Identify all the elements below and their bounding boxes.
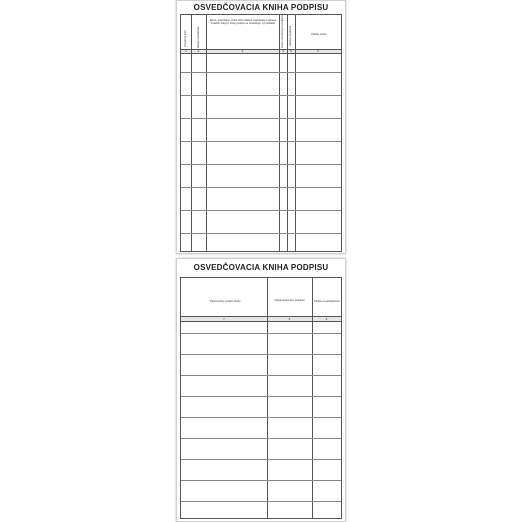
- register-table-bottom: [180, 277, 342, 519]
- register-page-top: [176, 0, 346, 254]
- row-line: [181, 501, 341, 502]
- row-line: [181, 459, 341, 460]
- column-number: 7: [223, 317, 225, 321]
- header-rule: [181, 53, 341, 54]
- column-number: 4: [282, 49, 284, 53]
- header-person-signature: Podpis osoby: [311, 33, 327, 36]
- column-number: 6: [317, 49, 319, 53]
- row-line: [181, 480, 341, 481]
- register-table-top: [180, 14, 342, 252]
- header-certification-date: Dátum osvedčenia: [197, 26, 200, 48]
- header-administrative-fee: Správny poplatok: [289, 25, 292, 46]
- header-certifier-signature: Podpis osvedčujúceho: [314, 300, 340, 303]
- header-serial-number: Poradové číslo: [184, 29, 187, 47]
- row-line: [181, 95, 341, 96]
- row-line: [181, 210, 341, 211]
- column-divider: [267, 278, 268, 518]
- row-line: [181, 233, 341, 234]
- header-signature-count: Počet osvedčených podpisov: [281, 14, 284, 48]
- column-number: 8: [288, 317, 291, 321]
- register-page-bottom: [176, 258, 346, 522]
- header-fee-amount: Výška správneho poplatku: [274, 299, 305, 302]
- row-line: [181, 141, 341, 142]
- row-line: [181, 118, 341, 119]
- row-line: [181, 375, 341, 376]
- header-own-signature: Vlastnoručný podpis osoby: [209, 300, 241, 303]
- row-line: [181, 72, 341, 73]
- column-number: 2: [197, 49, 200, 53]
- column-number: 3: [241, 49, 244, 53]
- row-line: [181, 354, 341, 355]
- row-line: [181, 438, 341, 439]
- row-line: [181, 187, 341, 188]
- header-rule: [181, 321, 341, 322]
- column-number: 9: [325, 317, 328, 321]
- page-title-top: OSVEDČOVACIA KNIHA PODPISU: [193, 3, 329, 12]
- column-number: 5: [290, 49, 292, 53]
- row-line: [181, 333, 341, 334]
- column-number: 1: [185, 49, 187, 53]
- column-divider: [312, 278, 313, 518]
- row-line: [181, 396, 341, 397]
- row-line: [181, 164, 341, 165]
- header-person-details: Meno, priezvisko, rodné číslo (dátum narodenia) a adresa trvalého pobytu, ktorej podpis sa osvedčuje, typ dokladu: [209, 19, 277, 25]
- page-title-bottom: OSVEDČOVACIA KNIHA PODPISU: [193, 263, 329, 272]
- row-line: [181, 417, 341, 418]
